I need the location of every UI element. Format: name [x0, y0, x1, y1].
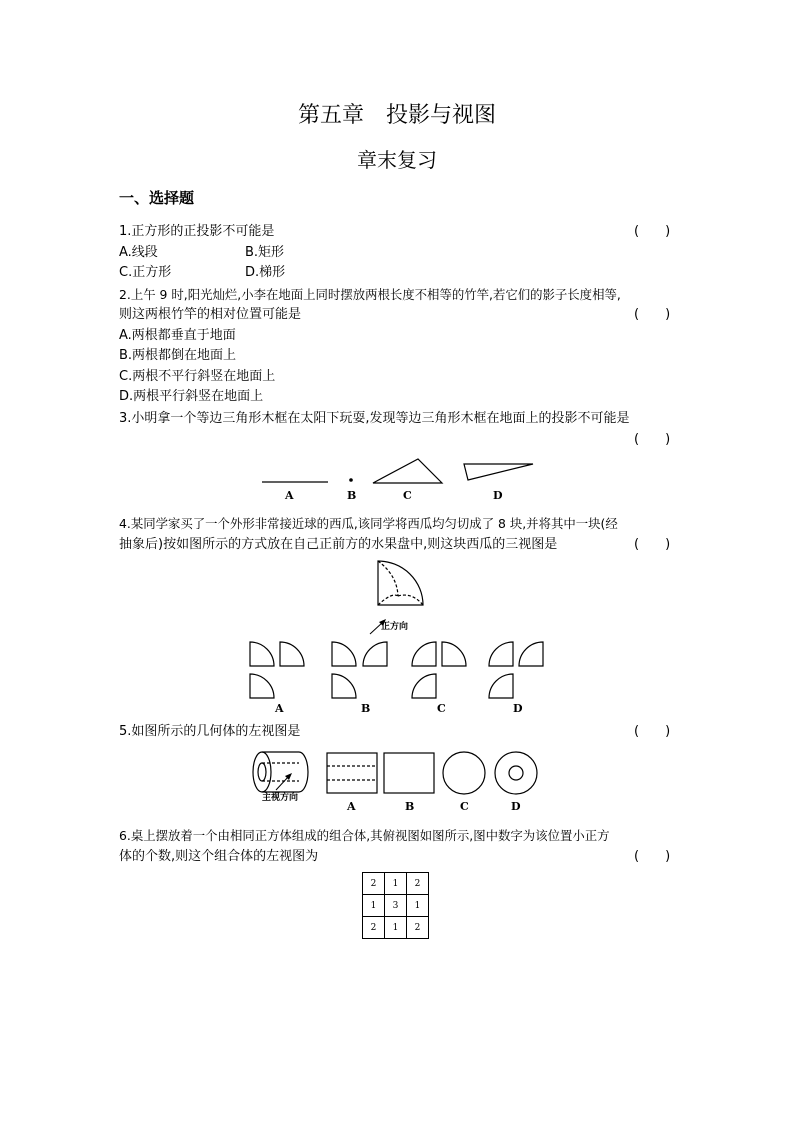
section-heading: 一、选择题	[119, 189, 195, 207]
q4-direction-label: 正方向	[381, 622, 409, 632]
q5-option-a-view	[327, 753, 377, 793]
q5-direction-label: 主视方向	[262, 793, 299, 803]
q1-option-a: A.线段	[119, 245, 158, 260]
q2-answer-blank: ( )	[634, 307, 671, 322]
grid-cell: 2	[407, 917, 429, 939]
grid-cell: 2	[363, 873, 385, 895]
q6-stem-line1: 6.桌上摆放着一个由相同正方体组成的组合体,其俯视图如图所示,图中数字为该位置小正方	[119, 828, 610, 843]
chapter-subtitle: 章末复习	[357, 148, 437, 172]
q2-stem-line2: 则这两根竹竿的相对位置可能是	[119, 307, 302, 322]
q4-answer-blank: ( )	[634, 537, 671, 552]
q1-option-b: B.矩形	[245, 245, 285, 260]
q5-label-d: D	[511, 800, 521, 813]
q4-label-d: D	[513, 702, 523, 715]
q5-option-d-view	[495, 752, 537, 794]
q4-stem-line2: 抽象后)按如图所示的方式放在自己正前方的水果盘中,则这块西瓜的三视图是	[119, 537, 558, 552]
q4-label-a: A	[275, 702, 284, 715]
q4-label-b: B	[361, 702, 371, 715]
q5-label-a: A	[347, 800, 356, 813]
grid-cell: 1	[385, 917, 407, 939]
grid-cell: 3	[385, 895, 407, 917]
q5-option-b-view	[384, 753, 434, 793]
q6-answer-blank: ( )	[634, 849, 671, 864]
q1-option-c: C.正方形	[119, 265, 172, 280]
q5-hollow-cylinder	[253, 752, 308, 792]
q4-label-c: C	[437, 702, 446, 715]
grid-cell: 1	[407, 895, 429, 917]
q3-answer-blank: ( )	[634, 432, 671, 447]
grid-cell: 1	[385, 873, 407, 895]
q2-option-a: A.两根都垂直于地面	[119, 328, 236, 343]
q2-option-d: D.两根平行斜竖在地面上	[119, 389, 264, 404]
q5-option-c-view	[443, 752, 485, 794]
q1-option-d: D.梯形	[245, 265, 286, 280]
q2-stem-line1: 2.上午 9 时,阳光灿烂,小李在地面上同时摆放两根长度不相等的竹竿,若它们的影子长度相等,	[119, 287, 621, 302]
q5-label-b: B	[405, 800, 415, 813]
q4-stem-line1: 4.某同学家买了一个外形非常接近球的西瓜,该同学将西瓜均匀切成了 8 块,并将其中一块(经	[119, 516, 618, 531]
grid-cell: 2	[407, 873, 429, 895]
q2-option-b: B.两根都倒在地面上	[119, 348, 237, 363]
q3-label-c: C	[403, 489, 412, 502]
q5-answer-blank: ( )	[634, 724, 671, 739]
q1-answer-blank: ( )	[634, 224, 671, 239]
grid-cell: 2	[363, 917, 385, 939]
q6-stem-line2: 体的个数,则这个组合体的左视图为	[119, 849, 319, 864]
q5-label-c: C	[460, 800, 469, 813]
q6-top-view-grid	[362, 872, 429, 939]
q5-direction-arrow	[276, 776, 289, 790]
q3-label-d: D	[493, 489, 503, 502]
q2-option-c: C.两根不平行斜竖在地面上	[119, 369, 276, 384]
q1-stem: 1.正方形的正投影不可能是	[119, 224, 275, 239]
q3-stem: 3.小明拿一个等边三角形木框在太阳下玩耍,发现等边三角形木框在地面上的投影不可能是	[119, 411, 630, 426]
chapter-title: 第五章 投影与视图	[297, 103, 496, 128]
q3-label-b: B	[347, 489, 357, 502]
q5-stem: 5.如图所示的几何体的左视图是	[119, 724, 301, 739]
q3-label-a: A	[285, 489, 294, 502]
grid-cell: 1	[363, 895, 385, 917]
